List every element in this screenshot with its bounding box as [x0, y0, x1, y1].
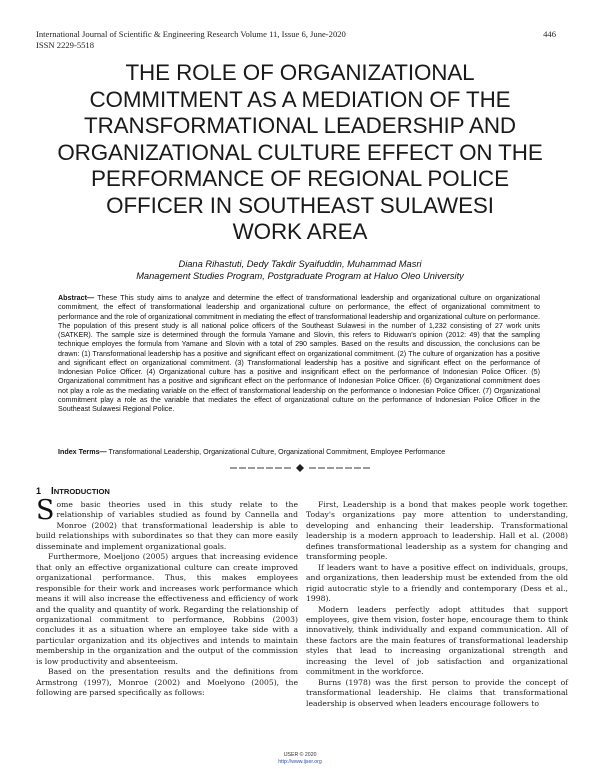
abstract [58, 294, 540, 414]
section-number: 1 [36, 486, 42, 496]
paragraph: Some basic theories used in this study relate to the relationship of variables studied as found by Cannella and Monroe (2002) that transformational leadership is able to build relationships with subordinates so that they can more easily disseminate and implement organizational goals. [36, 495, 298, 551]
paper-title [40, 60, 560, 246]
title-line: TRANSFORMATIONAL LEADERSHIP AND [84, 113, 516, 138]
abstract-text: These This study aims to analyze and determine the effect of transformational leadership and organizational culture on organizational commitment, the effect of transformational leadership and organizational culture on performance, the effect of organizational commitment to performance and the role of organizational commitment in mediating the effect of transformational leadership and organizational culture on performance. The population of this present study is all national police officers of the Southeast Sulawesi in the number of 1,232 consisting of 27 work units (SATKER). The sample size is determined through the formula Yamane and Slovin, this refers to Riduwan's opinion (2012: 49) that the sampling technique employes the formula from Yamane and Slovin with a total of 290 samples. Based on the results and discussion, the conclusions can be drawn: (1) Transformational leadership has a positive and significant effect on organizational commitment. (2) The culture of organization has a positive and significant effect on organizational commitment. (3) Transformational leadership has a positive and significant effect on the performance of Indonesian Police Officer. (4) Organizational culture has a positive and insignificant effect on the performance of Indonesian Police Officer. (5) Organizational commitment has a positive and significant effect on the performance of Indonesian Police Officer. (6) Organizational commitment does not play a role as the mediating variable on the effect of transformational leadership on the performance o Indonesian Police Officer. (7) Organizational commitment play a role as the variable that mediates the effect of organizational culture on the performance of Indonesian Police Officer in the Southeast Sulawesi Regional Police. [58, 294, 540, 413]
section-divider [230, 462, 370, 474]
page-number: 446 [543, 29, 556, 39]
paragraph: If leaders want to have a positive effect on individuals, groups, and organizations, then leadership must be extended from the old rigid autocratic style to a friendly and contemporary (Dess et al., 1998). [306, 562, 568, 604]
paragraph: First, Leadership is a bond that makes people work together. Today's organizations pay more attention to understanding, developing and enhancing their leadership. Transformational leadership is a modern approach to leadership. Hall et al. (2008) defines transformational leadership as a system for changing and transforming people. [306, 500, 568, 562]
right-column [306, 500, 568, 709]
index-terms [58, 448, 540, 457]
page-footer [0, 752, 600, 766]
title-line: OFFICER IN SOUTHEAST SULAWESI [106, 192, 494, 218]
title-line: ORGANIZATIONAL CULTURE EFFECT ON THE [57, 139, 543, 165]
title-line: THE ROLE OF ORGANIZATIONAL [125, 60, 475, 85]
paragraph: Furthermore, Moeljono (2005) argues that increasing evidence that only an effective organizational culture can create improved organizational performance. Thus, this makes employees responsible for their work and increases work performance which means it will also increase the effectiveness and efficiency of work and the quality and quantity of work. Regarding the relationship of organizational commitment to performance, Robbins (2003) concludes it as a situation where an employee take side with a particular organization and its objectives and intends to maintain membership in the organization and the output of the commission is low productivity and absenteeism. [36, 552, 298, 666]
author-names: Diana Rihastuti, Dedy Takdir Syaifuddin, Muhammad Masri [178, 259, 422, 269]
left-column [36, 495, 298, 699]
paragraph: Based on the presentation results and the definitions from Armstrong (1997), Monroe (2002) and Moelyono (2005), the following are parsed specifically as follows: [36, 667, 298, 698]
journal-url[interactable]: http://www.ijser.org [278, 759, 322, 765]
title-line: WORK AREA [232, 219, 368, 244]
issn: ISSN 2229-5518 [36, 40, 95, 50]
abstract-label: Abstract— [58, 294, 95, 302]
title-line: PERFORMANCE OF REGIONAL POLICE [91, 166, 509, 191]
section-initial: I [51, 486, 54, 497]
diamond-icon [296, 464, 304, 472]
index-terms-label: Index Terms— [58, 448, 107, 456]
author-block [40, 258, 560, 282]
journal-line: International Journal of Scientific & Engineering Research Volume 11, Issue 6, June-2020 [36, 29, 346, 39]
section-title-rest: NTRODUCTION [53, 487, 110, 496]
paragraph: Modern leaders perfectly adopt attitudes that support employees, give them vision, foster hope, encourage them to think innovatively, think individually and expand communication. All of these factors are the main features of transformational leadership styles that lead to increasing organizational strength and increasing the level of job satisfaction and organizational commitment in the workforce. [306, 604, 568, 677]
drop-cap: S [36, 495, 55, 526]
copyright: IJSER © 2020 [283, 752, 317, 758]
title-line: COMMITMENT AS A MEDIATION OF THE [89, 86, 511, 112]
running-header [36, 29, 346, 51]
index-terms-text: Transformational Leadership, Organizational Culture, Organizational Commitment, Employee Performance [106, 448, 446, 456]
author-affiliation: Management Studies Program, Postgraduate Program at Haluo Oleo University [136, 271, 464, 281]
paragraph: Burns (1978) was the first person to provide the concept of transformational leadership. He claims that transformational leadership is observed when leaders encourage followers to [306, 677, 568, 708]
